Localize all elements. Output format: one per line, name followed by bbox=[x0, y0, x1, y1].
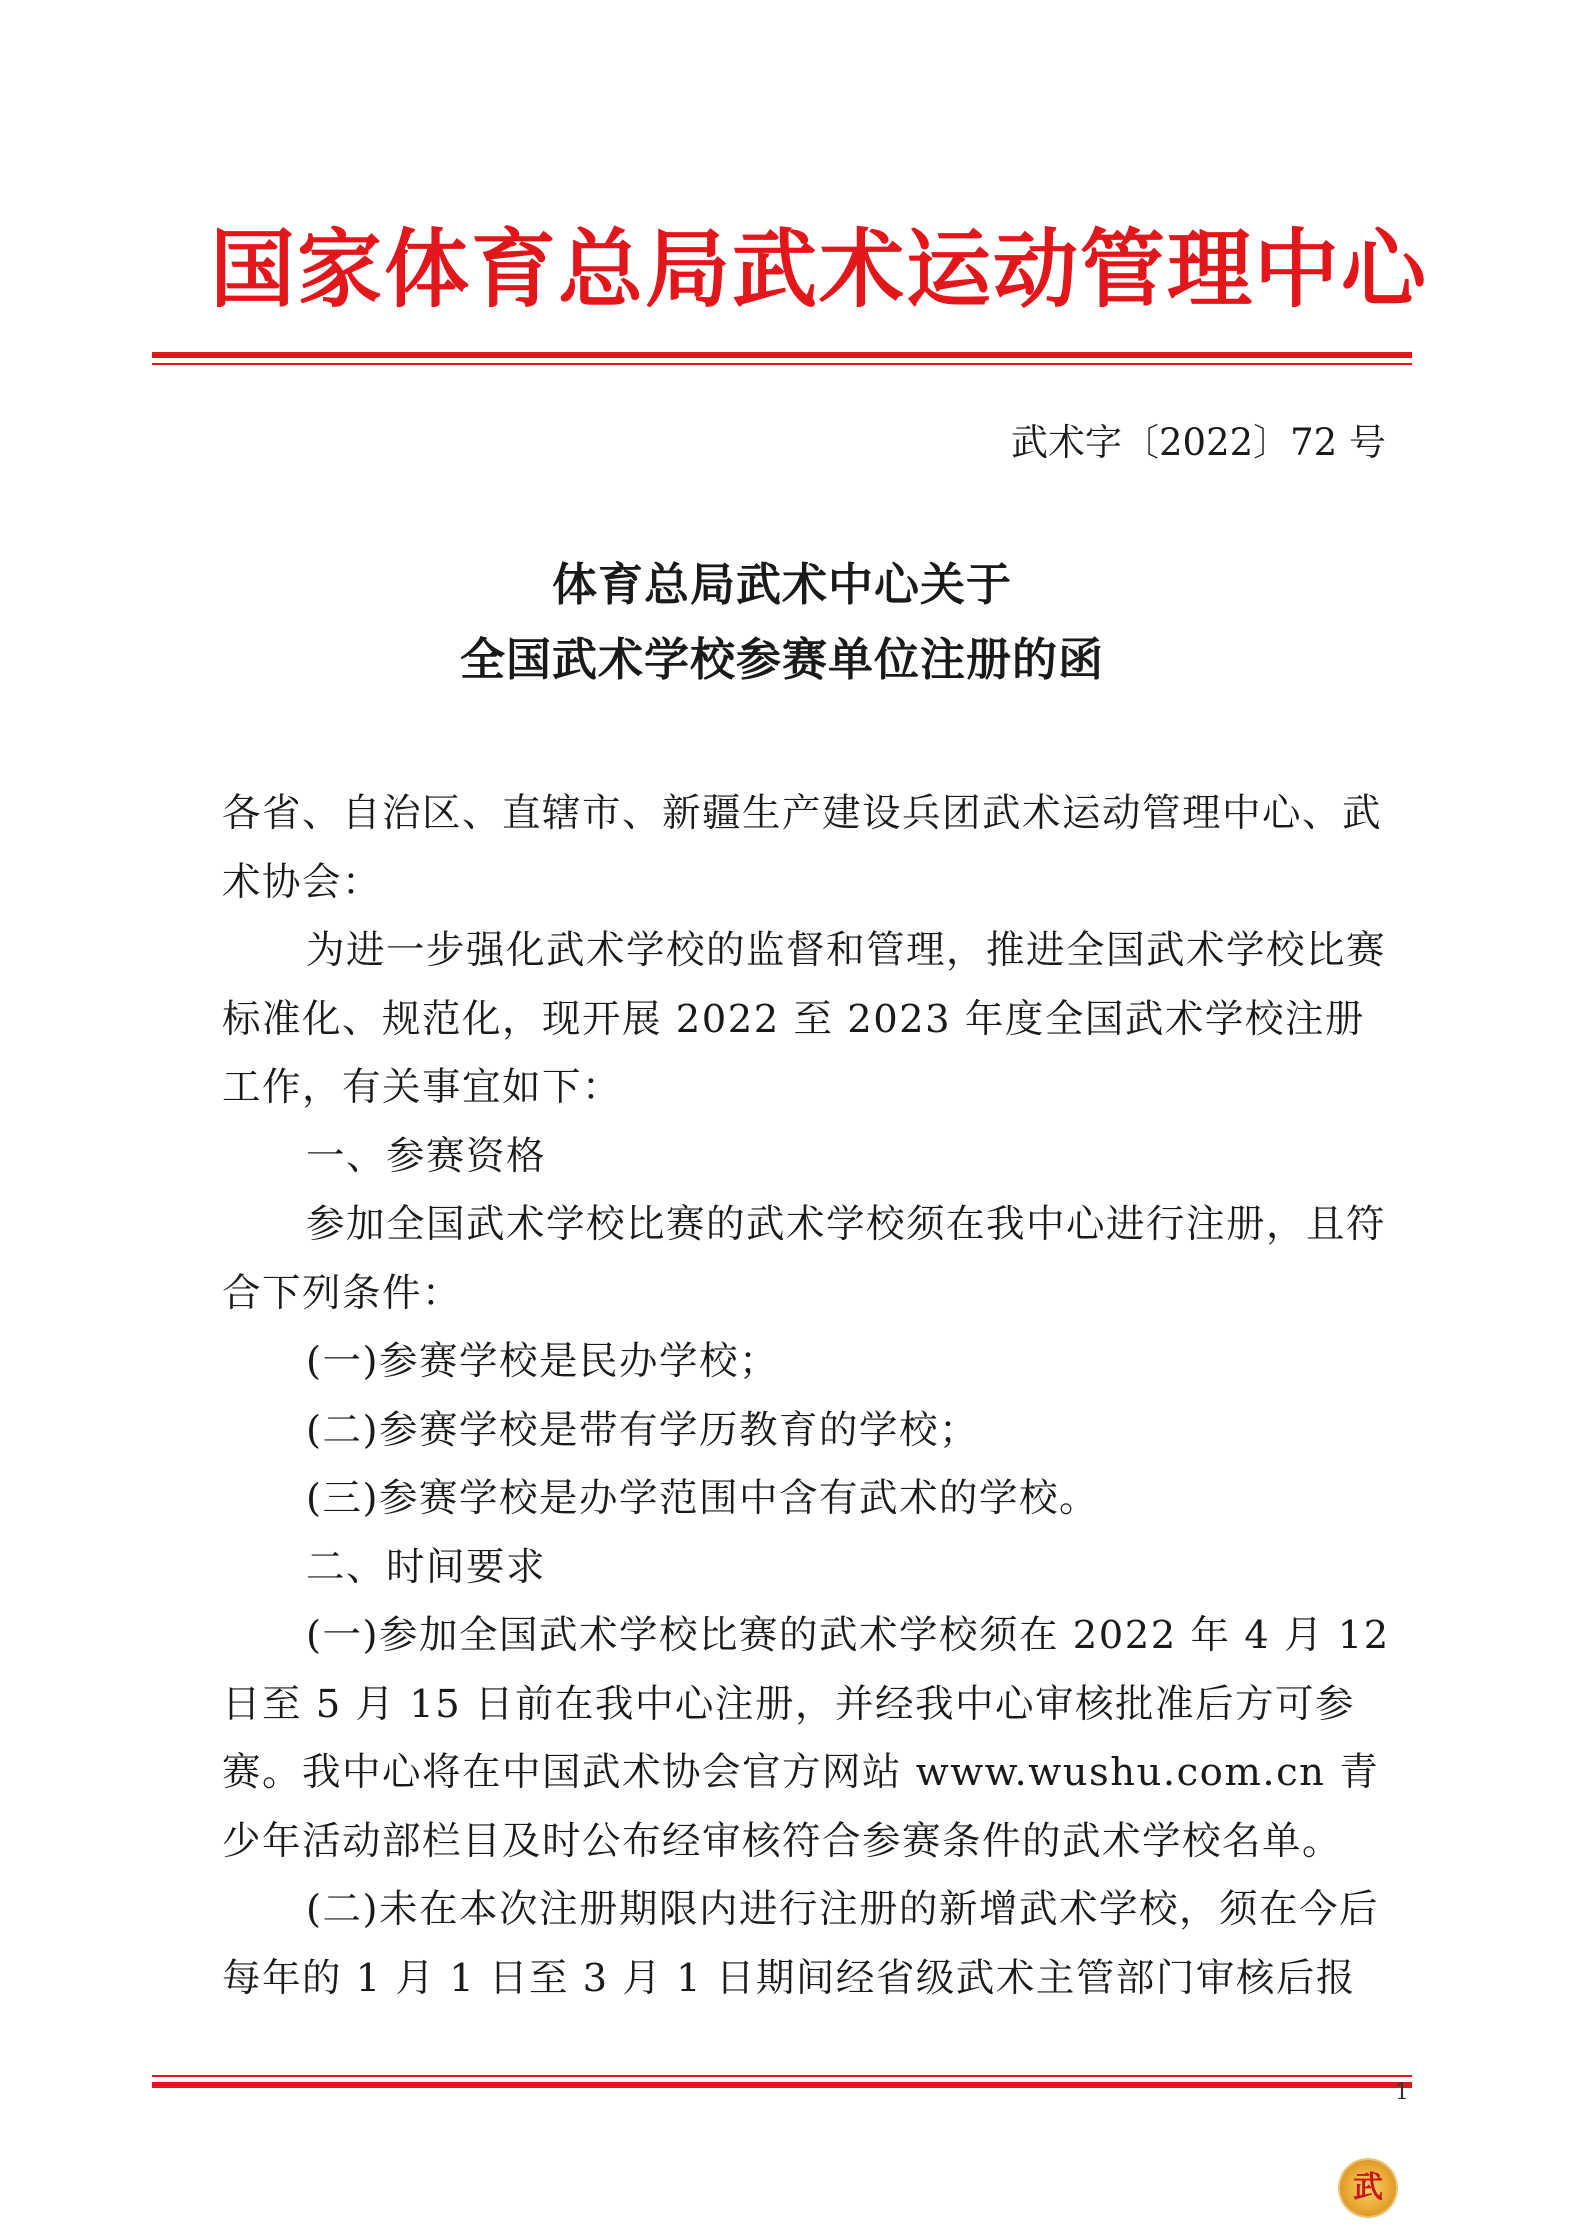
condition-item-2: (二)参赛学校是带有学历教育的学校； bbox=[306, 1407, 980, 1453]
condition-item-1: (一)参赛学校是民办学校； bbox=[306, 1339, 780, 1384]
time-item-1: (一)参加全国武术学校比赛的武术学校须在 2022 年 4 月 12 日至 5 月 15 日前在我中心注册，并经我中心审核批准后方可参赛。我中心将在中国武术协会官方网站 www.wushu.com.cn 青少年活动部栏目及时公布经审核符合参赛条件的武术学校名单。 bbox=[222, 1613, 1390, 1864]
intro-paragraph: 为进一步强化武术学校的监督和管理，推进全国武术学校比赛标准化、规范化，现开展 2022 至 2023 年度全国武术学校注册工作，有关事宜如下： bbox=[222, 928, 1387, 1110]
condition-item-3: (三)参赛学校是办学范围中含有武术的学校。 bbox=[306, 1476, 1100, 1521]
addressee: 各省、自治区、直辖市、新疆生产建设兵团武术运动管理中心、武术协会： bbox=[222, 791, 1383, 905]
section-heading-time: 二、时间要求 bbox=[306, 1544, 547, 1590]
footer-rule-thick bbox=[152, 2082, 1412, 2088]
document-title-line-2: 全国武术学校参赛单位注册的函 bbox=[459, 633, 1104, 686]
footer-rule-thin bbox=[152, 2075, 1412, 2077]
document-body bbox=[222, 780, 1402, 2013]
section-heading-qualification: 一、参赛资格 bbox=[306, 1133, 547, 1179]
header-rule-thick bbox=[152, 352, 1412, 358]
qualification-paragraph: 参加全国武术学校比赛的武术学校须在我中心进行注册，且符合下列条件： bbox=[222, 1202, 1387, 1316]
header-rule-thin bbox=[152, 363, 1412, 365]
emblem-icon bbox=[1340, 2160, 1396, 2216]
time-item-2: (二)未在本次注册期限内进行注册的新增武术学校，须在今后每年的 1 月 1 日至 3 月 1 日期间经省级武术主管部门审核后报 bbox=[222, 1887, 1380, 2001]
emblem-glyph: 武 bbox=[1353, 2170, 1383, 2205]
letterhead-title: 国家体育总局武术运动管理中心 bbox=[210, 220, 1429, 320]
document-title-line-1: 体育总局武术中心关于 bbox=[551, 558, 1012, 611]
page-number: 1 bbox=[1395, 2080, 1409, 2105]
document-number: 武术字〔2022〕72 号 bbox=[1010, 421, 1386, 464]
